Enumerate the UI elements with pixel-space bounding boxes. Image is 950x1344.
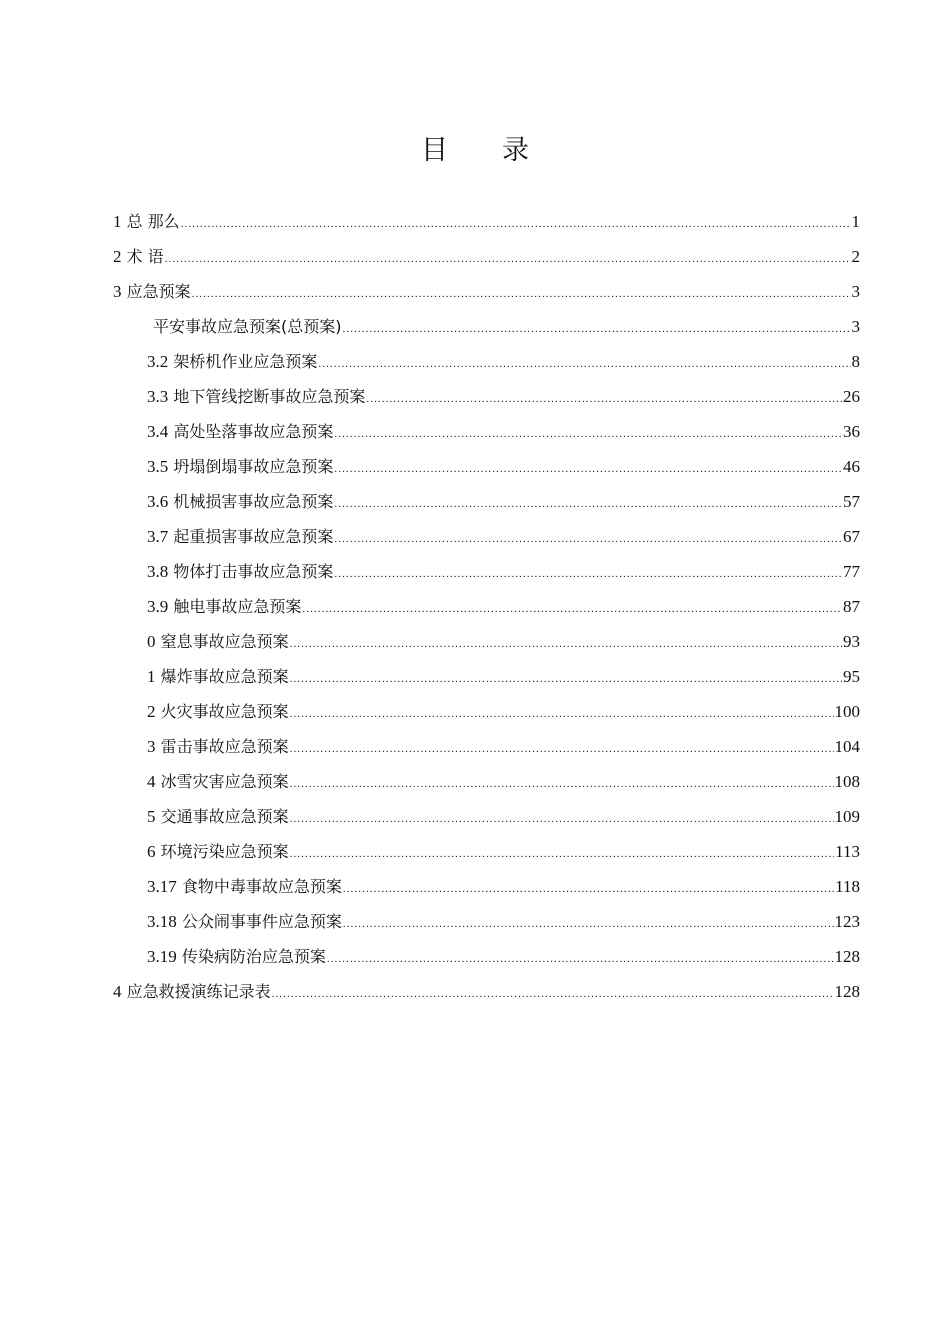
toc-entry-label: [147, 834, 289, 869]
toc-page-number: 1: [851, 212, 860, 231]
toc-entry-text: 物体打击事故应急预案: [173, 562, 334, 581]
toc-dot-leader: [290, 627, 842, 662]
toc-list: [113, 204, 860, 1009]
toc-entry-label: [147, 344, 317, 379]
toc-entry-label: [147, 589, 301, 624]
toc-entry-number: 3.9: [147, 597, 169, 616]
toc-entry[interactable]: [113, 694, 860, 729]
toc-entry[interactable]: [113, 659, 860, 694]
toc-entry-text: 坍塌倒塌事故应急预案: [173, 457, 334, 476]
toc-page-number: 87: [843, 597, 860, 616]
toc-entry[interactable]: [113, 904, 860, 939]
toc-entry[interactable]: [113, 939, 860, 974]
toc-dot-leader: [334, 487, 842, 522]
toc-page-number: 46: [843, 457, 860, 476]
toc-page-number: 57: [843, 492, 860, 511]
toc-page-number: 67: [843, 527, 860, 546]
toc-entry-label: [147, 624, 289, 659]
toc-dot-leader: [290, 697, 834, 732]
toc-entry-label: [147, 799, 289, 834]
toc-entry-label: [147, 939, 326, 974]
toc-entry[interactable]: [113, 239, 860, 274]
toc-dot-leader: [334, 452, 842, 487]
toc-dot-leader: [290, 802, 834, 837]
toc-page-number: 77: [843, 562, 860, 581]
toc-entry-text: 机械损害事故应急预案: [173, 492, 334, 511]
toc-dot-leader: [165, 242, 851, 277]
toc-entry-label: [113, 974, 271, 1009]
toc-dot-leader: [192, 277, 851, 312]
toc-page-number: 2: [851, 247, 860, 266]
toc-entry-number: 2: [147, 702, 156, 721]
toc-entry-label: [113, 204, 180, 239]
toc-dot-leader: [181, 207, 851, 242]
toc-entry-number: 4: [147, 772, 156, 791]
toc-page-number: 3: [851, 282, 860, 301]
toc-entry-number: 3.4: [147, 422, 169, 441]
toc-entry[interactable]: [113, 309, 860, 344]
toc-dot-leader: [366, 382, 842, 417]
toc-entry[interactable]: [113, 449, 860, 484]
toc-entry-label: [113, 274, 191, 309]
toc-page-number: 113: [835, 842, 860, 861]
toc-entry[interactable]: [113, 554, 860, 589]
toc-dot-leader: [343, 312, 851, 347]
toc-entry-text: 传染病防治应急预案: [181, 947, 326, 966]
toc-entry-label: [147, 379, 365, 414]
toc-dot-leader: [318, 347, 850, 382]
toc-entry-number: 1: [113, 212, 122, 231]
toc-entry-number: 3.3: [147, 387, 169, 406]
toc-dot-leader: [272, 977, 834, 1012]
toc-entry[interactable]: [113, 799, 860, 834]
toc-entry-text: 窒息事故应急预案: [160, 632, 289, 651]
toc-entry[interactable]: [113, 274, 860, 309]
toc-page-number: 93: [843, 632, 860, 651]
toc-dot-leader: [334, 522, 842, 557]
toc-page-number: 100: [834, 702, 860, 721]
toc-entry[interactable]: [113, 834, 860, 869]
toc-dot-leader: [290, 662, 842, 697]
toc-entry-text: 公众闹事事件应急预案: [181, 912, 342, 931]
toc-entry-text: 食物中毒事故应急预案: [181, 877, 342, 896]
toc-entry-number: 3: [147, 737, 156, 756]
toc-entry[interactable]: [113, 764, 860, 799]
toc-page-number: 118: [835, 877, 860, 896]
toc-entry-label: [147, 764, 289, 799]
toc-entry-text: 起重损害事故应急预案: [173, 527, 334, 546]
toc-page-number: 104: [834, 737, 860, 756]
toc-entry[interactable]: [113, 974, 860, 1009]
toc-entry[interactable]: [113, 589, 860, 624]
toc-page-number: 36: [843, 422, 860, 441]
toc-entry-label: [147, 904, 342, 939]
toc-dot-leader: [290, 767, 834, 802]
toc-entry-number: 3.2: [147, 352, 169, 371]
toc-dot-leader: [302, 592, 842, 627]
toc-entry-number: 4: [113, 982, 122, 1001]
toc-entry[interactable]: [113, 624, 860, 659]
toc-entry-label: [147, 449, 333, 484]
toc-page-number: 108: [834, 772, 860, 791]
toc-dot-leader: [290, 837, 835, 872]
toc-entry-number: 3.18: [147, 912, 177, 931]
toc-dot-leader: [290, 732, 834, 767]
toc-entry-text: 应急预案: [126, 282, 191, 301]
toc-page-number: 8: [851, 352, 860, 371]
toc-entry[interactable]: [113, 414, 860, 449]
toc-entry-text: 雷击事故应急预案: [160, 737, 289, 756]
toc-entry-number: 5: [147, 807, 156, 826]
toc-entry-text: 交通事故应急预案: [160, 807, 289, 826]
toc-entry-text: 架桥机作业应急预案: [173, 352, 318, 371]
toc-entry-label: [113, 239, 164, 274]
toc-page-number: 26: [843, 387, 860, 406]
toc-entry-text: 地下管线挖断事故应急预案: [173, 387, 366, 406]
toc-dot-leader: [343, 907, 834, 942]
toc-entry[interactable]: [113, 484, 860, 519]
toc-page-number: 128: [834, 947, 860, 966]
toc-title: 目 录: [421, 135, 529, 166]
toc-page-number: 128: [834, 982, 860, 1001]
toc-entry-label: [147, 484, 333, 519]
toc-dot-leader: [334, 417, 842, 452]
toc-page-number: 3: [851, 317, 860, 336]
toc-entry-text: 火灾事故应急预案: [160, 702, 289, 721]
toc-page-number: 109: [834, 807, 860, 826]
toc-entry-number: 0: [147, 632, 156, 651]
toc-entry-text: 应急救援演练记录表: [126, 982, 271, 1001]
toc-entry[interactable]: [113, 869, 860, 904]
toc-entry-text: 总 那么: [126, 212, 180, 231]
toc-entry-number: 6: [147, 842, 156, 861]
toc-entry-text: 术 语: [126, 247, 164, 266]
toc-entry-number: 3: [113, 282, 122, 301]
toc-entry-label: [153, 309, 342, 344]
toc-entry[interactable]: [113, 519, 860, 554]
toc-entry-text: 冰雪灾害应急预案: [160, 772, 289, 791]
toc-entry-label: [147, 659, 289, 694]
toc-entry-number: 3.8: [147, 562, 169, 581]
toc-entry-text: 平安事故应急预案(总预案): [153, 317, 342, 336]
toc-entry-text: 爆炸事故应急预案: [160, 667, 289, 686]
toc-entry-number: 3.7: [147, 527, 169, 546]
toc-entry-label: [147, 729, 289, 764]
toc-entry-label: [147, 519, 333, 554]
toc-entry-label: [147, 554, 333, 589]
toc-entry-number: 3.17: [147, 877, 177, 896]
toc-entry-label: [147, 869, 342, 904]
toc-entry-text: 高处坠落事故应急预案: [173, 422, 334, 441]
toc-page-number: 123: [834, 912, 860, 931]
toc-entry[interactable]: [113, 379, 860, 414]
toc-entry[interactable]: [113, 344, 860, 379]
toc-dot-leader: [327, 942, 834, 977]
toc-entry-label: [147, 694, 289, 729]
toc-entry-number: 2: [113, 247, 122, 266]
toc-entry-text: 触电事故应急预案: [173, 597, 302, 616]
toc-entry-number: 3.5: [147, 457, 169, 476]
toc-entry-number: 3.6: [147, 492, 169, 511]
toc-page-number: 95: [843, 667, 860, 686]
toc-entry-label: [147, 414, 333, 449]
toc-entry-number: 1: [147, 667, 156, 686]
toc-entry[interactable]: [113, 204, 860, 239]
toc-entry-number: 3.19: [147, 947, 177, 966]
toc-entry-text: 环境污染应急预案: [160, 842, 289, 861]
toc-dot-leader: [343, 872, 834, 907]
toc-dot-leader: [334, 557, 842, 592]
toc-entry[interactable]: [113, 729, 860, 764]
